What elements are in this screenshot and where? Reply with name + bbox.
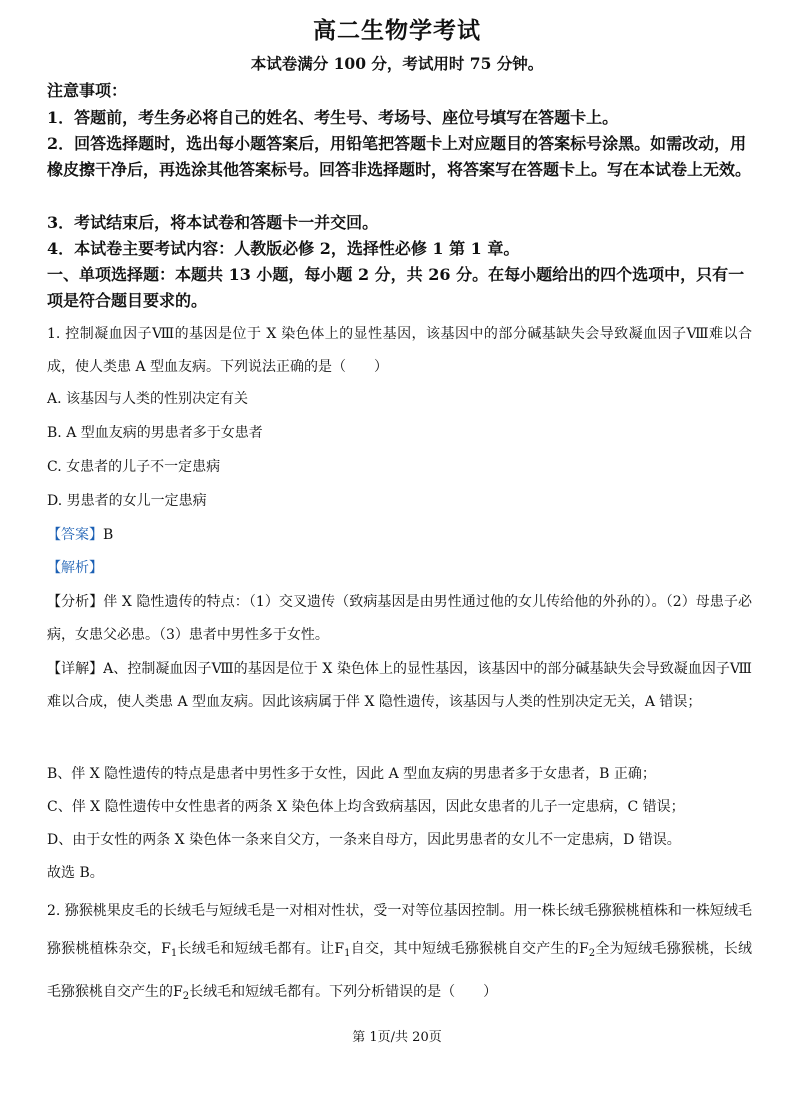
- analysis-heading: [47, 557, 752, 579]
- note-item-2: 2．回答选择题时，选出每小题答案后，用铅笔把答题卡上对应题目的答案标号涂黑。如需改动，用橡皮擦干净后，再选涂其他答案标号。回答非选择题时，将答案写在答题卡上。写在本试卷上无效。: [47, 134, 752, 179]
- question-1-option-a: A. 该基因与人类的性别决定有关: [47, 391, 249, 407]
- f1-subscript: 1: [170, 948, 178, 959]
- analysis-subtag: 【分析】: [47, 594, 104, 610]
- question-2-text-1: 2. 猕猴桃果皮毛的长绒毛与短绒毛是一对相对性状，受一对等位基因控制。用一株长绒毛猕猴桃植株和一株短绒毛猕猴桃植株杂交，: [47, 903, 752, 957]
- detail-b: B、伴 X 隐性遗传的特点是患者中男性多于女性，因此 A 型血友病的男患者多于女患者，B 正确；: [47, 766, 656, 782]
- question-1-option-d: D. 男患者的女儿一定患病: [47, 493, 207, 509]
- f1-symbol-2: [334, 941, 350, 957]
- note-item-3: 3．考试结束后，将本试卷和答题卡一并交回。: [47, 213, 379, 232]
- f1-subscript: 1: [344, 948, 351, 959]
- f1-symbol: [161, 941, 177, 957]
- answer-value: B: [103, 527, 114, 543]
- exam-title: 高二生物学考试: [313, 17, 481, 44]
- detail-a-text: A、控制凝血因子Ⅷ的基因是位于 X 染色体上的显性基因，该基因中的部分碱基缺失会导致凝血因子Ⅷ难以合成，使人类患 A 型血友病。因此该病属于伴 X 隐性遗传，该基因与人类的性别决定无关，A 错误；: [47, 661, 752, 710]
- question-2-stem: [47, 892, 752, 1016]
- f2-subscript: 2: [588, 948, 596, 959]
- f-letter: F: [334, 941, 345, 957]
- conclusion: 故选 B。: [47, 865, 104, 881]
- f-letter: F: [579, 941, 589, 957]
- analysis-tag: 【解析】: [47, 560, 103, 576]
- question-2-text-3: 自交，其中短绒毛猕猴桃自交产生的: [350, 941, 580, 957]
- section-heading: 一、单项选择题：本题共 13 小题，每小题 2 分，共 26 分。在每小题给出的四个选项中，只有一项是符合题目要求的。: [47, 265, 745, 310]
- question-2-text-2: 长绒毛和短绒毛都有。让: [177, 941, 335, 957]
- f2-symbol: [579, 941, 595, 957]
- answer-line: [47, 524, 752, 546]
- question-1-option-c: C. 女患者的儿子不一定患病: [47, 459, 221, 475]
- f-letter: F: [161, 941, 171, 957]
- analysis-paragraph: [47, 586, 752, 652]
- question-2-text-4: 全为短绒毛猕猴桃，长绒毛猕猴桃自交产生的: [47, 941, 753, 1000]
- question-2-text-5: 长绒毛和短绒毛都有。下列分析错误的是（ ）: [189, 984, 498, 1000]
- answer-tag: 【答案】: [47, 527, 103, 543]
- question-1-stem: 1. 控制凝血因子Ⅷ的基因是位于 X 染色体上的显性基因，该基因中的部分碱基缺失会导致凝血因子Ⅷ难以合成，使人类患 A 型血友病。下列说法正确的是（ ）: [47, 326, 752, 375]
- detail-c: C、伴 X 隐性遗传中女性患者的两条 X 染色体上均含致病基因，因此女患者的儿子一定患病，C 错误；: [47, 799, 685, 815]
- f2-symbol-2: [173, 984, 189, 1000]
- question-1-option-b: B. A 型血友病的男患者多于女患者: [47, 425, 263, 441]
- notes-heading: 注意事项：: [47, 81, 128, 100]
- detail-paragraph-a: [47, 653, 752, 719]
- note-item-1: 1．答题前，考生务必将自己的姓名、考生号、考场号、座位号填写在答题卡上。: [47, 108, 619, 127]
- f2-subscript: 2: [182, 991, 190, 1002]
- detail-tag: 【详解】: [47, 661, 104, 677]
- exam-subtitle: 本试卷满分 100 分，考试用时 75 分钟。: [250, 54, 544, 73]
- analysis-text: 伴 X 隐性遗传的特点：（1）交叉遗传（致病基因是由男性通过他的女儿传给他的外孙的）。（2）母患子必病，女患父必患。（3）患者中男性多于女性。: [47, 594, 753, 643]
- detail-d: D、由于女性的两条 X 染色体一条来自父方，一条来自母方，因此男患者的女儿不一定患病，D 错误。: [47, 832, 681, 848]
- f-letter: F: [173, 984, 183, 1000]
- note-item-4: 4．本试卷主要考试内容：人教版必修 2，选择性必修 1 第 1 章。: [47, 239, 520, 258]
- page-footer: 第 1页/共 20页: [352, 1030, 442, 1045]
